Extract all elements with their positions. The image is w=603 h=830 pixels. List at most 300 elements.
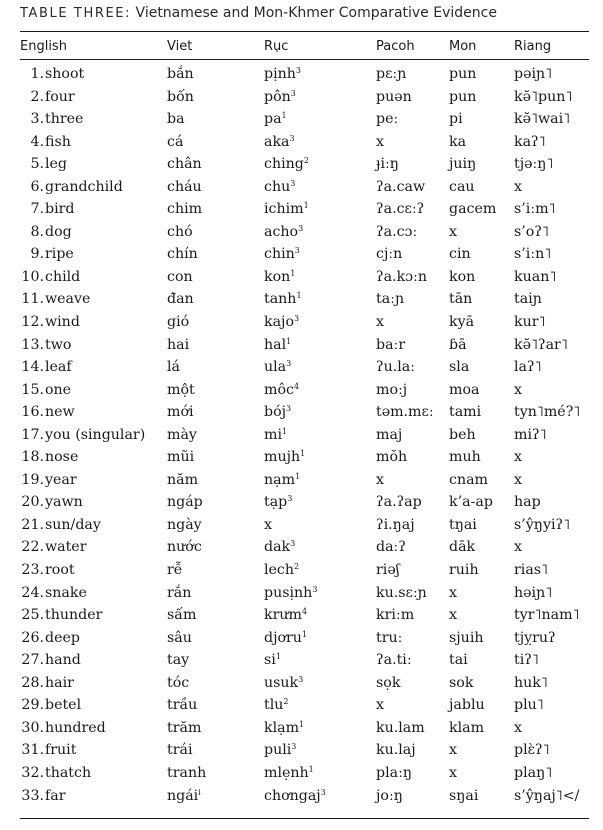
- cell-viet: [167, 334, 189, 357]
- cell-english: [45, 514, 101, 537]
- cell-riang: [514, 536, 522, 559]
- cell-pacoh: [376, 717, 425, 740]
- cell-riang-text: s’ŷŋaj˥</: [514, 787, 580, 804]
- table-row: [20, 627, 589, 650]
- cell-ruc: [264, 86, 296, 109]
- row-number-text: 4.: [30, 133, 44, 150]
- table-caption: [20, 2, 600, 24]
- table-row: [20, 176, 589, 199]
- cell-pacoh-text: ʔa.tiː: [376, 652, 412, 669]
- cell-riang-text: x: [514, 178, 523, 195]
- cell-viet: [167, 649, 189, 672]
- cell-ruc-text: chơngaj: [264, 787, 321, 804]
- cell-pacoh: [376, 108, 398, 131]
- cell-ruc: [264, 198, 309, 221]
- cell-mon: [449, 108, 463, 131]
- row-number-text: 25.: [21, 607, 44, 624]
- cell-ruc-text: kon: [264, 268, 291, 285]
- cell-ruc: [264, 356, 291, 379]
- row-number: [20, 356, 44, 379]
- cell-riang: [514, 86, 572, 109]
- cell-english: [45, 153, 67, 176]
- row-number-text: 17.: [21, 426, 44, 443]
- cell-mon-text: beh: [449, 426, 476, 443]
- cell-viet: [167, 221, 193, 244]
- cell-ruc-superscript: 1: [296, 291, 302, 301]
- cell-viet-text: một: [167, 381, 195, 398]
- cell-pacoh: [376, 446, 407, 469]
- cell-pacoh-text: ʔa.kɔːn: [376, 268, 428, 285]
- cell-riang: [514, 582, 552, 605]
- row-number: [20, 627, 44, 650]
- cell-viet: [167, 717, 201, 740]
- cell-mon: [449, 311, 474, 334]
- cell-viet-text: ba: [167, 111, 185, 128]
- cell-mon: [449, 672, 473, 695]
- cell-pacoh-text: pɛːɲ: [376, 66, 407, 82]
- cell-mon: [449, 694, 485, 717]
- cell-english-text: one: [45, 381, 72, 398]
- row-number: [20, 176, 44, 199]
- cell-pacoh: [376, 424, 402, 447]
- cell-viet-text: đan: [167, 291, 194, 308]
- row-number-text: 2.: [30, 88, 44, 105]
- header-viet: Viet: [167, 39, 193, 54]
- cell-viet-text: mới: [167, 404, 194, 421]
- cell-ruc: [264, 785, 326, 808]
- cell-viet: [167, 672, 189, 695]
- table-row: [20, 63, 589, 86]
- cell-english-text: betel: [45, 697, 82, 714]
- cell-viet-text: lá: [167, 359, 180, 376]
- cell-riang-text: pəiɲ˥: [514, 66, 553, 82]
- cell-ruc-text: chu: [264, 178, 291, 195]
- cell-pacoh: [376, 604, 414, 627]
- cell-ruc: [264, 536, 295, 559]
- table-row: [20, 514, 589, 537]
- cell-pacoh: [376, 334, 405, 357]
- cell-mon: [449, 446, 481, 469]
- cell-viet: [167, 762, 206, 785]
- cell-mon: [449, 785, 478, 808]
- cell-mon-text: dāk: [449, 539, 476, 556]
- row-number-text: 10.: [21, 268, 44, 285]
- cell-ruc-text: pôn: [264, 88, 291, 105]
- cell-ruc: [264, 108, 287, 131]
- cell-mon: [449, 334, 467, 357]
- cell-riang-text: kaʔ˥: [514, 133, 546, 150]
- cell-ruc-text: acho: [264, 223, 299, 240]
- cell-pacoh-text: puən: [376, 88, 412, 105]
- cell-ruc-text: dak: [264, 539, 291, 556]
- top-rule: [20, 31, 589, 32]
- cell-riang-text: kə̆˥ʔar˥: [514, 336, 568, 353]
- cell-mon: [449, 356, 469, 379]
- cell-riang: [514, 694, 544, 717]
- cell-ruc-superscript: 3: [287, 494, 293, 504]
- table-row: [20, 266, 589, 289]
- header-riang: Riang: [514, 39, 552, 54]
- cell-viet-text: sấm: [167, 607, 197, 624]
- cell-viet-text: chó: [167, 223, 193, 240]
- row-number: [20, 672, 44, 695]
- cell-mon-text: tai: [449, 652, 468, 669]
- cell-riang: [514, 198, 556, 221]
- cell-riang-text: tjəːŋ˥: [514, 156, 554, 173]
- row-number: [20, 446, 44, 469]
- cell-mon: [449, 717, 484, 740]
- cell-pacoh-text: x: [376, 697, 385, 714]
- cell-riang: [514, 491, 541, 514]
- cell-ruc: [264, 559, 299, 582]
- row-number: [20, 739, 44, 762]
- cell-mon-text: x: [449, 764, 458, 781]
- cell-riang-text: kuan˥: [514, 268, 557, 285]
- cell-pacoh: [376, 288, 404, 311]
- cell-mon-text: moa: [449, 381, 480, 398]
- cell-viet-text: trăm: [167, 719, 202, 736]
- cell-ruc-superscript: 3: [298, 674, 304, 684]
- cell-riang: [514, 401, 580, 424]
- cell-ruc-superscript: 4: [301, 607, 308, 617]
- cell-ruc-superscript: 3: [320, 787, 326, 797]
- cell-pacoh-text: ʔa.cɔː: [376, 223, 418, 240]
- cell-ruc: [264, 762, 314, 785]
- cell-riang-text: plu˥: [514, 697, 544, 714]
- cell-english-text: bird: [45, 201, 75, 218]
- cell-english: [45, 86, 75, 109]
- cell-viet-text: ngày: [167, 516, 202, 533]
- cell-ruc-superscript: 3: [291, 742, 297, 752]
- cell-pacoh: [376, 762, 412, 785]
- cell-english-text: three: [45, 111, 84, 128]
- row-number-text: 9.: [30, 246, 44, 263]
- cell-english-text: nose: [45, 449, 79, 466]
- cell-ruc-text: hal: [264, 336, 287, 353]
- cell-viet: [167, 469, 198, 492]
- cell-viet-text: nước: [167, 539, 202, 556]
- cell-mon-text: x: [449, 223, 458, 240]
- cell-ruc-superscript: 3: [290, 88, 296, 98]
- cell-pacoh-text: x: [376, 471, 385, 488]
- cell-pacoh: [376, 356, 415, 379]
- cell-ruc-text: pusịnh: [264, 584, 313, 601]
- cell-english-text: two: [45, 336, 72, 353]
- row-number-text: 11.: [21, 291, 44, 308]
- cell-english-text: hand: [45, 652, 81, 669]
- cell-riang-text: tjỵruʔ: [514, 629, 556, 646]
- cell-ruc-text: ching: [264, 156, 304, 173]
- cell-pacoh-text: taːɲ: [376, 291, 405, 308]
- cell-riang-text: x: [514, 381, 523, 398]
- cell-viet: [167, 288, 194, 311]
- header-pacoh: Pacoh: [376, 39, 415, 54]
- cell-pacoh-text: x: [376, 133, 385, 150]
- cell-riang-text: plaŋ˥: [514, 764, 553, 781]
- cell-viet: [167, 153, 202, 176]
- cell-english-text: sun/day: [45, 516, 101, 533]
- cell-english: [45, 63, 84, 86]
- cell-mon: [449, 604, 457, 627]
- cell-english-text: fish: [45, 133, 71, 150]
- row-number-text: 8.: [30, 223, 44, 240]
- table-row: [20, 672, 589, 695]
- cell-ruc-superscript: 3: [298, 223, 304, 233]
- cell-viet: [167, 401, 194, 424]
- cell-pacoh: [376, 649, 412, 672]
- cell-pacoh: [376, 153, 399, 176]
- cell-mon: [449, 491, 493, 514]
- cell-ruc: [264, 176, 295, 199]
- cell-viet-text: hai: [167, 336, 190, 353]
- table-row: [20, 356, 589, 379]
- cell-ruc-text: usuk: [264, 674, 299, 691]
- cell-pacoh: [376, 582, 427, 605]
- cell-english-text: deep: [45, 629, 80, 646]
- caption-label: TABLE THREE:: [20, 6, 132, 21]
- cell-ruc: [264, 221, 303, 244]
- cell-mon-text: x: [449, 607, 458, 624]
- cell-english-text: dog: [45, 223, 72, 240]
- cell-pacoh-text: cjːn: [376, 246, 403, 263]
- cell-riang-text: kə̆˥pun˥: [514, 88, 573, 105]
- cell-mon: [449, 762, 457, 785]
- cell-english: [45, 334, 71, 357]
- cell-english-text: wind: [45, 314, 80, 331]
- cell-english: [45, 401, 75, 424]
- cell-ruc: [264, 424, 287, 447]
- row-number: [20, 334, 44, 357]
- cell-mon: [449, 131, 466, 154]
- cell-mon-text: ka: [449, 133, 467, 150]
- cell-pacoh: [376, 694, 384, 717]
- row-number-text: 32.: [21, 764, 44, 781]
- cell-pacoh: [376, 401, 434, 424]
- cell-riang-text: tiʔ˥: [514, 652, 539, 669]
- cell-pacoh-text: x: [376, 314, 385, 331]
- cell-mon-text: ɓā: [449, 336, 467, 353]
- table-row: [20, 108, 589, 131]
- cell-ruc-text: pịnh: [264, 66, 296, 82]
- row-number: [20, 153, 44, 176]
- cell-mon: [449, 582, 457, 605]
- cell-mon: [449, 424, 476, 447]
- cell-pacoh-text: ʔa.cɛːʔ: [376, 201, 425, 218]
- cell-viet-text: cá: [167, 133, 184, 150]
- cell-ruc: [264, 491, 292, 514]
- cell-mon: [449, 739, 457, 762]
- cell-english: [45, 176, 123, 199]
- cell-english-text: new: [45, 404, 75, 421]
- table-row: [20, 131, 589, 154]
- cell-ruc: [264, 582, 317, 605]
- cell-riang-text: x: [514, 539, 523, 556]
- cell-viet-text: mày: [167, 426, 197, 443]
- cell-pacoh: [376, 243, 402, 266]
- row-number: [20, 717, 44, 740]
- cell-pacoh: [376, 379, 407, 402]
- caption-title: Vietnamese and Mon-Khmer Comparative Evidence: [135, 5, 497, 21]
- cell-mon-text: cau: [449, 178, 475, 195]
- cell-riang-text: rias˥: [514, 562, 549, 579]
- cell-mon: [449, 469, 488, 492]
- cell-english: [45, 288, 90, 311]
- cell-mon-text: tān: [449, 291, 473, 308]
- cell-pacoh-text: ɟiːŋ: [376, 156, 399, 173]
- cell-pacoh: [376, 491, 422, 514]
- cell-riang-text: kə̆˥wai˥: [514, 111, 571, 128]
- cell-pacoh: [376, 469, 384, 492]
- cell-viet: [167, 379, 195, 402]
- row-number-text: 28.: [21, 674, 44, 691]
- table-row: [20, 446, 589, 469]
- cell-english-text: snake: [45, 584, 87, 601]
- cell-riang: [514, 243, 551, 266]
- cell-mon: [449, 63, 476, 86]
- cell-riang: [514, 672, 548, 695]
- row-number: [20, 514, 44, 537]
- cell-ruc-superscript: 3: [290, 539, 296, 549]
- cell-ruc-superscript: 3: [294, 246, 300, 256]
- cell-riang: [514, 311, 546, 334]
- cell-english: [45, 108, 83, 131]
- row-number-text: 26.: [21, 629, 44, 646]
- cell-ruc: [264, 288, 302, 311]
- row-number-text: 31.: [21, 742, 44, 759]
- cell-viet-text: chân: [167, 156, 202, 173]
- cell-ruc-text: krưm: [264, 607, 302, 624]
- cell-viet: [167, 785, 201, 808]
- cell-english: [45, 649, 81, 672]
- cell-mon-text: tŋai: [449, 516, 477, 533]
- cell-pacoh-text: təm.mɛː: [376, 404, 434, 421]
- row-number-text: 16.: [21, 404, 44, 421]
- row-number: [20, 311, 44, 334]
- cell-mon-text: muh: [449, 449, 481, 466]
- cell-riang: [514, 266, 556, 289]
- cell-english-text: thunder: [45, 607, 103, 624]
- cell-pacoh-text: ʔi.ŋaj: [376, 516, 415, 533]
- cell-mon-text: cin: [449, 246, 471, 263]
- table-row: [20, 739, 589, 762]
- cell-ruc: [264, 469, 300, 492]
- cell-english-text: shoot: [45, 66, 85, 82]
- cell-english-text: hair: [45, 674, 74, 691]
- cell-ruc-superscript: 2: [303, 156, 309, 166]
- cell-viet-text: bốn: [167, 88, 194, 105]
- row-number-text: 14.: [21, 359, 44, 376]
- cell-mon: [449, 514, 477, 537]
- cell-pacoh-text: ku.sɛːɲ: [376, 584, 427, 601]
- cell-viet-text: trái: [167, 742, 193, 759]
- cell-viet: [167, 63, 194, 86]
- cell-riang-text: tyr˥nam˥: [514, 607, 580, 624]
- cell-ruc-superscript: 1: [301, 629, 308, 639]
- cell-pacoh-text: daːʔ: [376, 539, 406, 556]
- cell-viet: [167, 627, 192, 650]
- cell-ruc-text: tạp: [264, 494, 288, 511]
- cell-ruc-text: kajo: [264, 314, 294, 331]
- row-number: [20, 762, 44, 785]
- cell-riang: [514, 649, 539, 672]
- row-number: [20, 86, 44, 109]
- table-body: [20, 63, 589, 807]
- cell-ruc-superscript: 3: [312, 584, 318, 594]
- cell-viet: [167, 131, 183, 154]
- table-row: [20, 86, 589, 109]
- cell-riang: [514, 762, 552, 785]
- cell-mon: [449, 559, 479, 582]
- cell-ruc: [264, 627, 307, 650]
- cell-mon: [449, 221, 457, 244]
- cell-viet-text: tranh: [167, 764, 207, 781]
- cell-pacoh-text: joːŋ: [376, 787, 403, 804]
- cell-ruc-superscript: 1: [286, 336, 292, 346]
- row-number: [20, 221, 44, 244]
- row-number-text: 19.: [21, 471, 44, 488]
- cell-viet: [167, 694, 197, 717]
- cell-pacoh: [376, 176, 425, 199]
- cell-ruc: [264, 717, 304, 740]
- row-number-text: 12.: [21, 314, 44, 331]
- table-row: [20, 198, 589, 221]
- cell-ruc: [264, 63, 301, 86]
- cell-viet: [167, 176, 202, 199]
- cell-viet: [167, 108, 185, 131]
- cell-ruc: [264, 694, 288, 717]
- cell-riang-text: laʔ˥: [514, 359, 542, 376]
- table-row: [20, 491, 589, 514]
- cell-riang: [514, 446, 522, 469]
- table-row: [20, 401, 589, 424]
- table-row: [20, 785, 589, 808]
- cell-viet: [167, 559, 183, 582]
- cell-ruc: [264, 604, 307, 627]
- cell-viet: [167, 604, 196, 627]
- cell-pacoh: [376, 739, 416, 762]
- cell-english-text: root: [45, 562, 75, 579]
- table-row: [20, 694, 589, 717]
- table-row: [20, 717, 589, 740]
- cell-ruc: [264, 153, 309, 176]
- cell-ruc-superscript: 3: [286, 359, 292, 369]
- cell-pacoh-text: ʔa.caw: [376, 178, 426, 195]
- row-number-text: 18.: [21, 449, 44, 466]
- row-number-text: 3.: [30, 111, 44, 128]
- row-number-text: 7.: [30, 201, 44, 218]
- row-number: [20, 198, 44, 221]
- table-row: [20, 288, 589, 311]
- cell-riang-text: taiɲ: [514, 291, 542, 308]
- cell-english: [45, 536, 86, 559]
- cell-riang-text: x: [514, 471, 523, 488]
- table-row: [20, 604, 589, 627]
- cell-riang: [514, 785, 579, 808]
- cell-viet: [167, 86, 194, 109]
- cell-riang-text: s’oʔ˥: [514, 223, 549, 240]
- cell-ruc-text: mujh: [264, 449, 301, 466]
- cell-pacoh: [376, 559, 400, 582]
- cell-viet-text: trầu: [167, 697, 198, 714]
- cell-riang-text: miʔ˥: [514, 426, 547, 443]
- cell-mon: [449, 243, 471, 266]
- cell-mon-text: pun: [449, 88, 477, 105]
- cell-riang: [514, 739, 550, 762]
- cell-viet-text: chín: [167, 246, 198, 263]
- cell-pacoh: [376, 311, 384, 334]
- cell-viet-text: ngái: [167, 787, 199, 804]
- cell-pacoh: [376, 86, 412, 109]
